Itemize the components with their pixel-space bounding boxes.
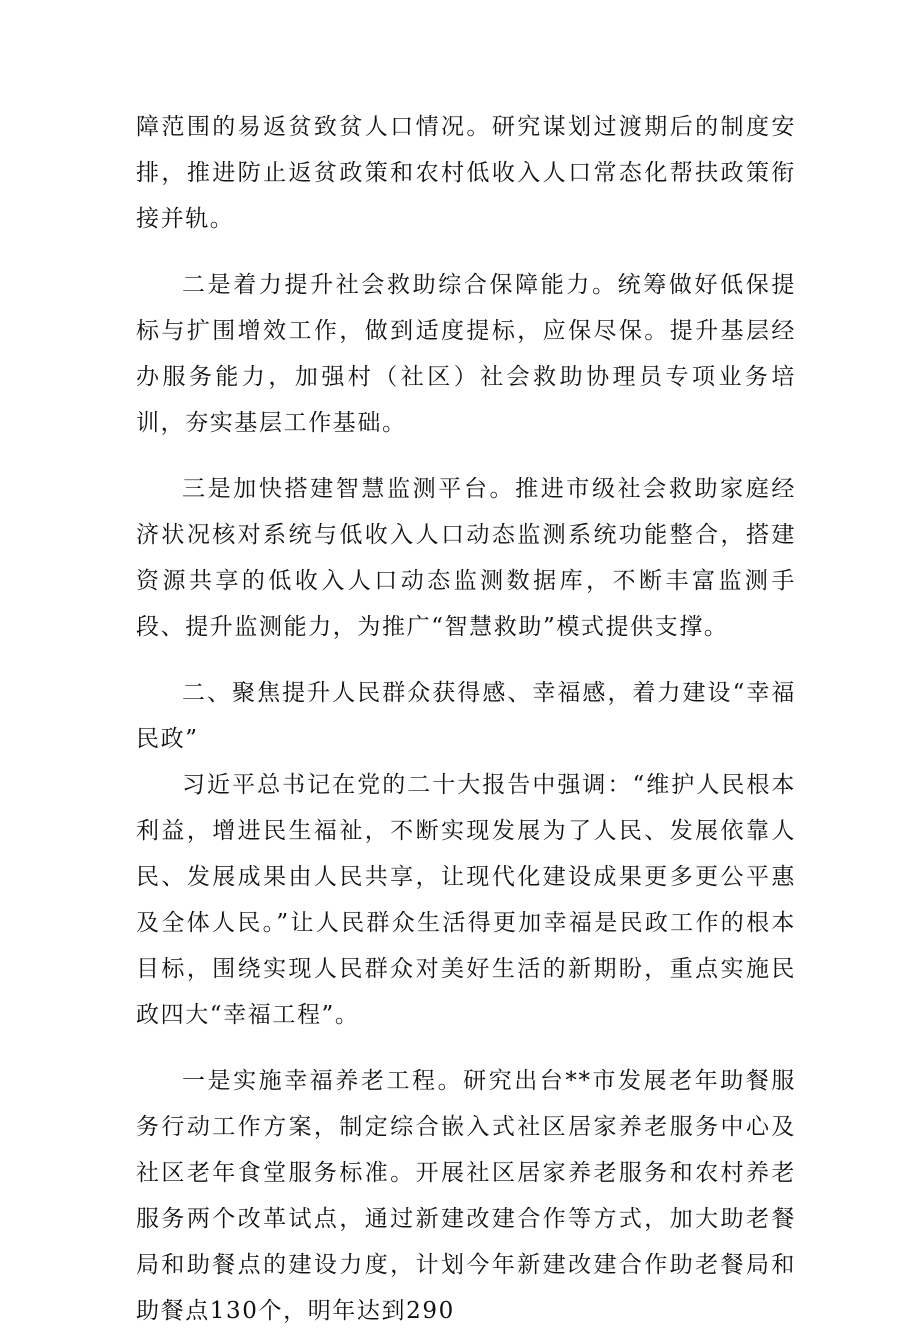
- paragraph-social-assistance: 二是着力提升社会救助综合保障能力。统筹做好低保提标与扩围增效工作，做到适度提标，应保尽保。提升基层经办服务能力，加强村（社区）社会救助协理员专项业务培训，夯实基层工作基础。: [136, 272, 796, 436]
- paragraph-continuation: 障范围的易返贫致贫人口情况。研究谋划过渡期后的制度安排，推进防止返贫政策和农村低收入人口常态化帮扶政策衔接并轨。: [136, 114, 796, 232]
- paragraph-smart-monitoring: 三是加快搭建智慧监测平台。推进市级社会救助家庭经济状况核对系统与低收入人口动态监测系统功能整合，搭建资源共享的低收入人口动态监测数据库，不断丰富监测手段、提升监测能力，为推广“智慧救助”模式提供支撑。: [136, 476, 796, 640]
- paragraph-report-quote: 习近平总书记在党的二十大报告中强调：“维护人民根本利益，增进民生福祉，不断实现发展为了人民、发展依靠人民、发展成果由人民共享，让现代化建设成果更多更公平惠及全体人民。”让人民群众生活得更加幸福是民政工作的根本目标，围绕实现人民群众对美好生活的新期盼，重点实施民政四大“幸福工程”。: [136, 772, 796, 1028]
- section-heading-happy-civil-affairs: 二、聚焦提升人民群众获得感、幸福感，着力建设“幸福民政”: [136, 680, 796, 752]
- paragraph-elderly-care: 一是实施幸福养老工程。研究出台**市发展老年助餐服务行动工作方案，制定综合嵌入式社区居家养老服务中心及社区老年食堂服务标准。开展社区居家养老服务和农村养老服务两个改革试点，通过新建改建合作等方式，加大助老餐局和助餐点的建设力度，计划今年新建改建合作助老餐局和助餐点130个，明年达到290: [136, 1068, 796, 1324]
- document-body: [136, 104, 796, 1334]
